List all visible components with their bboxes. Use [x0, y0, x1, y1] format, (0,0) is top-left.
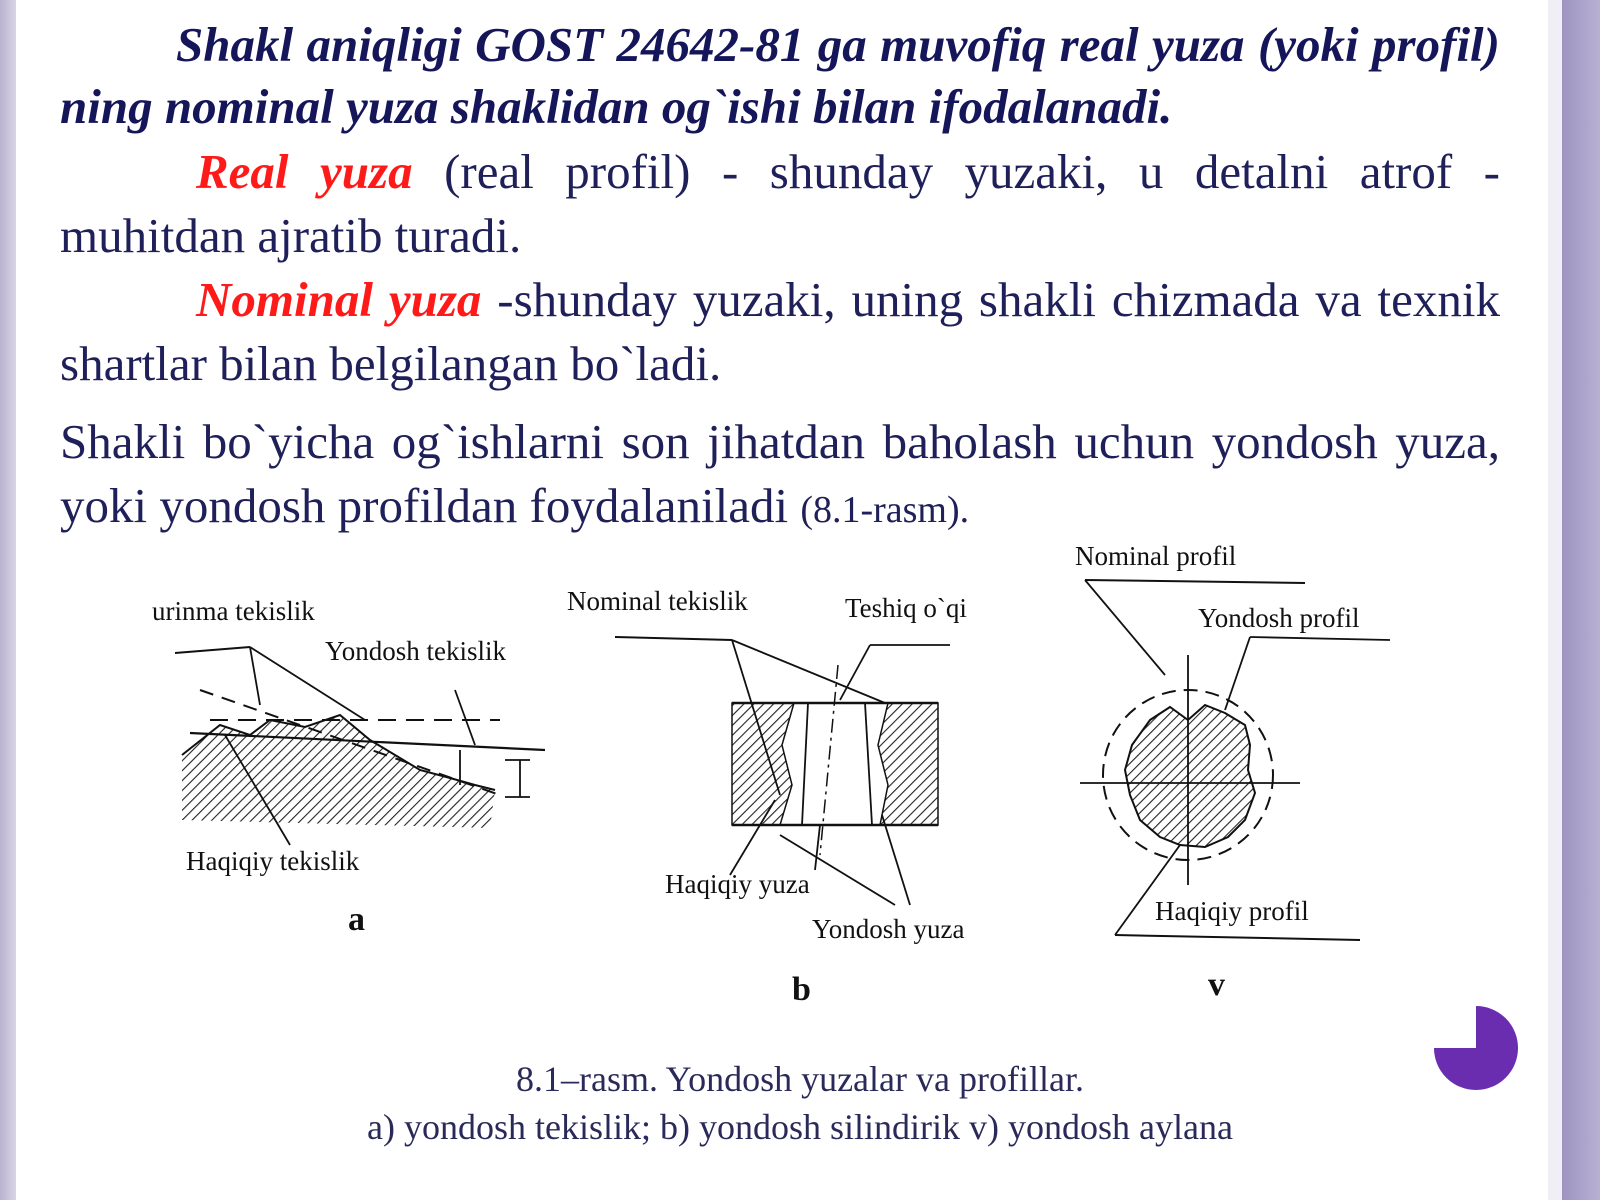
- panel-b-adjacent-cylinder: [567, 586, 967, 1008]
- paragraph-real-surface-text: (real profil) - shunday yuzaki, u detalni atrof - muhitdan ajratib turadi.: [60, 144, 1500, 263]
- term-real-yuza: Real yuza: [196, 144, 413, 199]
- label-yondosh-yuza: Yondosh yuza: [812, 914, 965, 944]
- panel-b-letter: b: [792, 971, 811, 1008]
- label-haqiqiy-yuza: Haqiqiy yuza: [665, 869, 810, 899]
- paragraph-evaluation-text: Shakli bo`yicha og`ishlarni son jihatdan baholash uchun yondosh yuza, yoki yondosh profildan foydalaniladi: [60, 414, 1500, 533]
- label-haqiqiy-profil: Haqiqiy profil: [1155, 896, 1309, 926]
- figure-drawing: [120, 545, 1470, 1055]
- label-nominal-tekislik: Nominal tekislik: [567, 586, 748, 616]
- figure-8-1: [120, 545, 1470, 1055]
- panel-a-letter: a: [348, 901, 365, 938]
- label-yondosh-tekislik: Yondosh tekislik: [325, 636, 507, 666]
- figure-caption-legend: a) yondosh tekislik; b) yondosh silindirik v) yondosh aylana: [367, 1107, 1233, 1147]
- paragraph-definition: [60, 14, 1500, 138]
- figure-caption-title: 8.1–rasm. Yondosh yuzalar va profillar.: [516, 1059, 1084, 1099]
- panel-a-adjacent-plane: [152, 596, 545, 938]
- paragraph-real-surface: [60, 140, 1500, 268]
- slide-nav-button[interactable]: [1428, 1000, 1524, 1096]
- panel-v-letter: v: [1208, 966, 1225, 1003]
- left-decor-bar: [0, 0, 16, 1200]
- paragraph-evaluation: [60, 410, 1500, 542]
- label-teshiq-oqi: Teshiq o`qi: [845, 593, 967, 623]
- pie-navigation-icon: [1428, 1000, 1524, 1096]
- right-decor-strip: [1548, 0, 1562, 1200]
- right-decor-bar: [1562, 0, 1600, 1200]
- paragraph-nominal-surface-text: -shunday yuzaki, uning shakli chizmada va texnik shartlar bilan belgilangan bo`ladi.: [60, 272, 1500, 391]
- label-haqiqiy-tekislik: Haqiqiy tekislik: [186, 846, 360, 876]
- panel-v-adjacent-circle: [1075, 545, 1390, 1003]
- paragraph-definition-text: Shakl aniqligi GOST 24642-81 ga muvofiq real yuza (yoki profil) ning nominal yuza shaklidan og`ishi bilan ifodalanadi.: [60, 17, 1500, 134]
- label-nominal-profil: Nominal profil: [1075, 545, 1237, 571]
- term-nominal-yuza: Nominal yuza: [196, 272, 482, 327]
- paragraph-nominal-surface: [60, 268, 1500, 396]
- figure-reference: (8.1-rasm).: [800, 489, 970, 531]
- label-urinma-tekislik: urinma tekislik: [152, 596, 315, 626]
- label-yondosh-profil: Yondosh profil: [1198, 603, 1360, 633]
